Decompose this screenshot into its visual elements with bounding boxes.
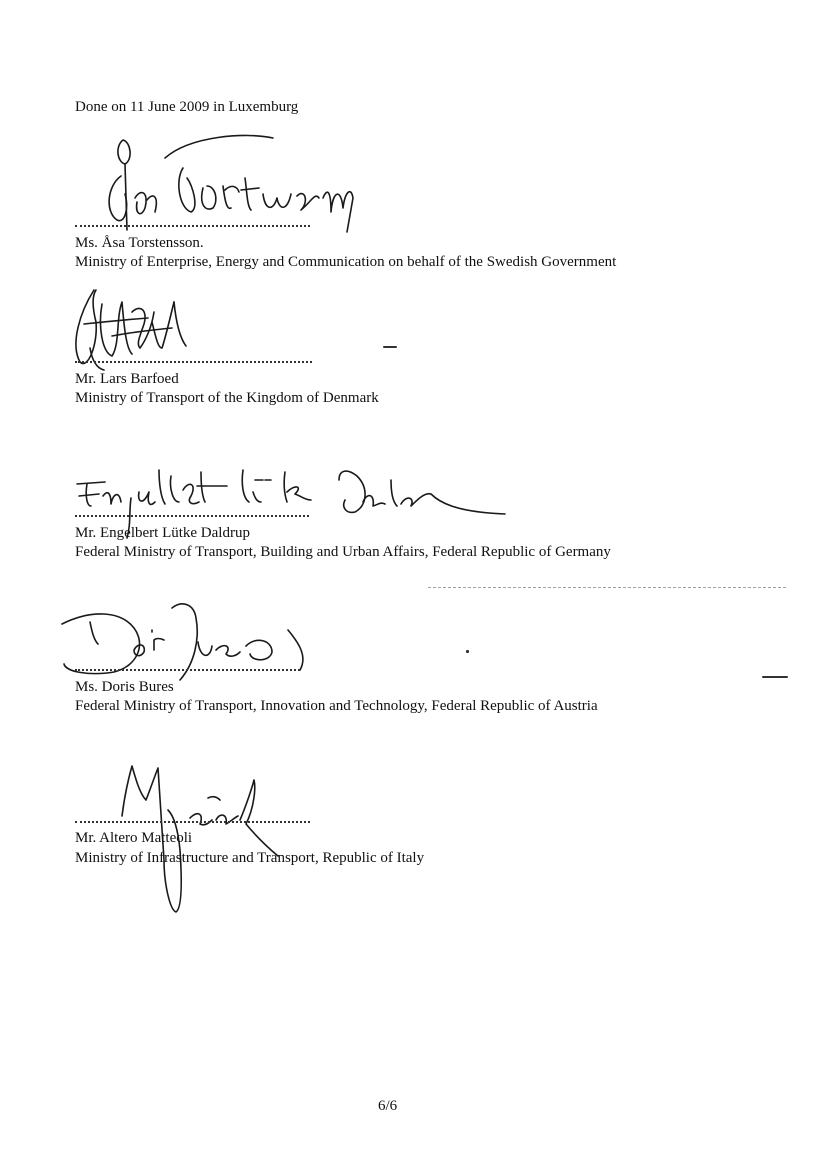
- signatory-affiliation: Ministry of Infrastructure and Transport, Republic of Italy: [75, 850, 425, 866]
- signatory-name: Ms. Doris Bures: [75, 679, 174, 695]
- page-number: 6/6: [378, 1098, 398, 1114]
- signatory-name: Mr. Engelbert Lütke Daldrup: [75, 525, 250, 541]
- signatory-name: Ms. Åsa Torstensson.: [75, 235, 204, 251]
- scan-mark: [466, 650, 469, 653]
- signatory-name: Mr. Lars Barfoed: [75, 371, 179, 387]
- signature-line: [75, 515, 309, 517]
- signatory-affiliation: Federal Ministry of Transport, Innovation and Technology, Federal Republic of Austria: [75, 698, 598, 714]
- signature-line: [75, 225, 310, 227]
- signatory-name: Mr. Altero Matteoli: [75, 830, 193, 846]
- signature-line: [75, 821, 310, 823]
- signature-torstensson: [95, 128, 360, 233]
- intro-text: Done on 11 June 2009 in Luxemburg: [75, 99, 299, 115]
- signature-bures: [60, 600, 322, 686]
- scan-mark: [762, 676, 788, 678]
- signatory-affiliation: Ministry of Transport of the Kingdom of Denmark: [75, 390, 379, 406]
- signature-line: [75, 669, 300, 671]
- scan-artifact-line: [428, 587, 786, 588]
- scan-mark: [383, 346, 397, 348]
- signature-line: [75, 361, 312, 363]
- signatory-affiliation: Federal Ministry of Transport, Building and Urban Affairs, Federal Republic of Germany: [75, 544, 611, 560]
- signatory-affiliation: Ministry of Enterprise, Energy and Communication on behalf of the Swedish Government: [75, 254, 617, 270]
